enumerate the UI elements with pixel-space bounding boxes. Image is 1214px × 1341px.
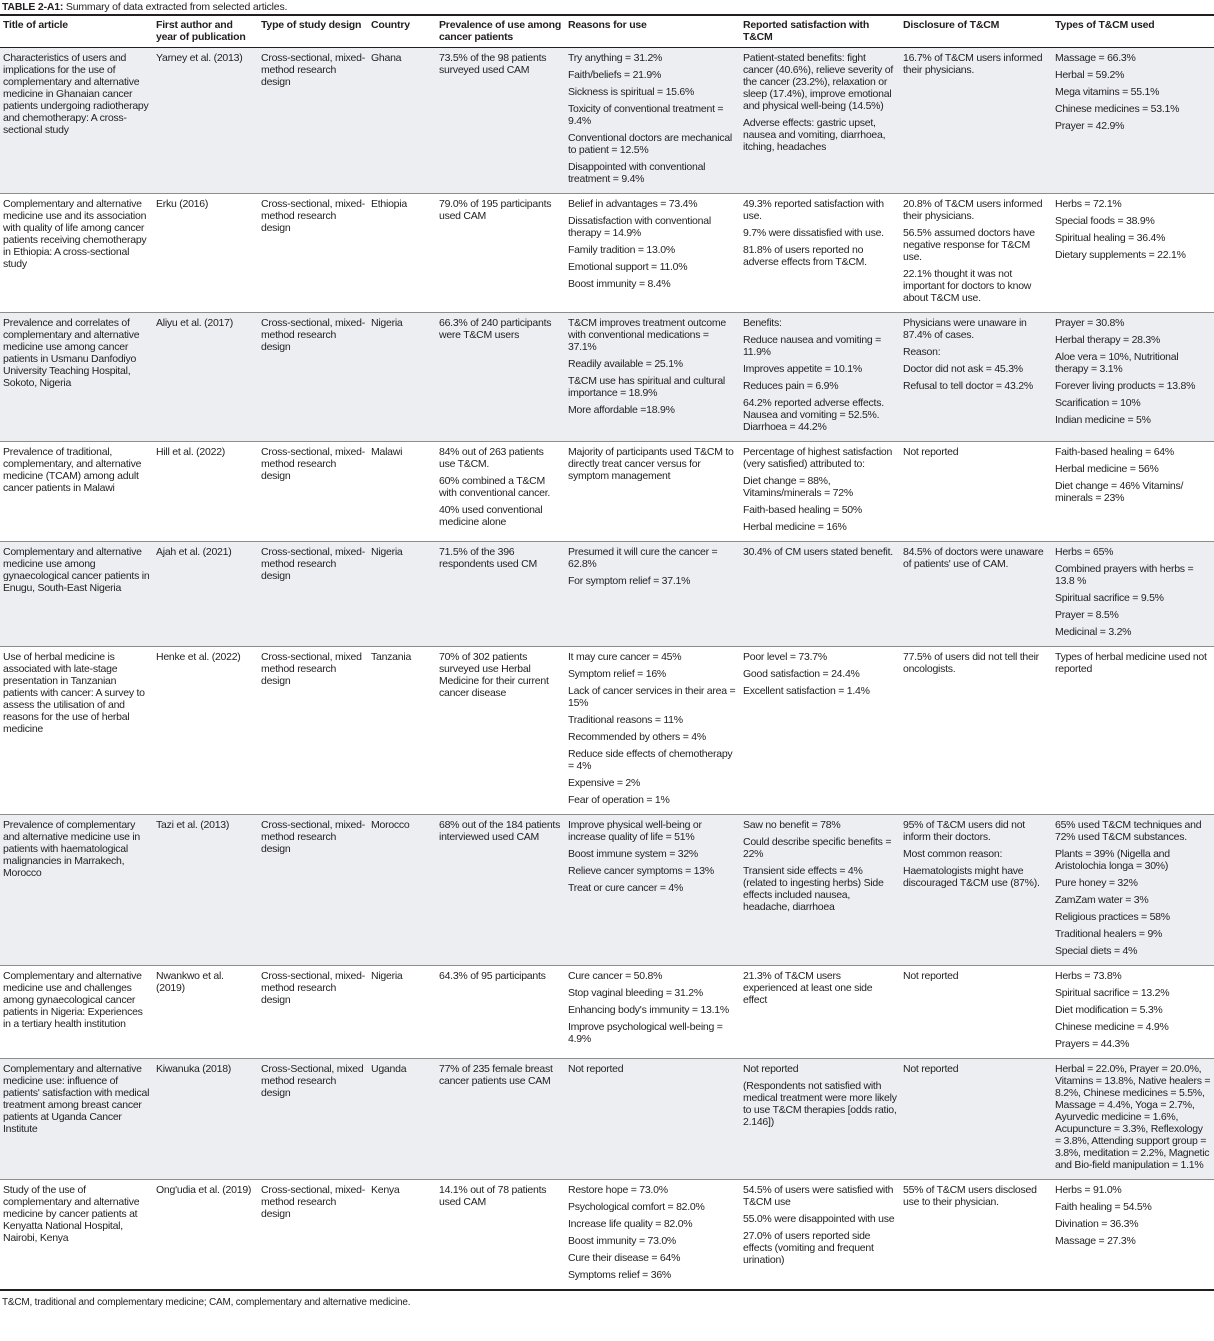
cell-text: (Respondents not satisfied with medical treatment were more likely to use T&CM therapies [odds ratio, 2.146]) [743, 1080, 897, 1128]
cell-disclosure [900, 1180, 1052, 1291]
table-title: Summary of data extracted from selected articles. [63, 1, 288, 13]
cell-text: Herbs = 72.1% [1055, 198, 1122, 210]
cell-text: Emotional support = 11.0% [568, 261, 688, 273]
cell-text: Majority of participants used T&CM to directly treat cancer versus for symptom management [568, 446, 734, 482]
cell-text: Nigeria [371, 317, 403, 329]
cell-text: 54.5% of users were satisfied with T&CM use [743, 1184, 894, 1208]
cell-text: Herbal medicine = 56% [1055, 463, 1159, 475]
cell-title [0, 966, 153, 1059]
cell-text: Diet change = 46% Vitamins/ minerals = 23% [1055, 480, 1184, 504]
cell-text: It may cure cancer = 45% [568, 651, 682, 663]
cell-text: Types of herbal medicine used not reported [1055, 651, 1207, 675]
cell-text: Spiritual sacrifice = 13.2% [1055, 987, 1170, 999]
cell-types [1052, 313, 1214, 442]
cell-text: Belief in advantages = 73.4% [568, 198, 698, 210]
cell-text: Herbal therapy = 28.3% [1055, 334, 1161, 346]
cell-text: Herbal = 59.2% [1055, 69, 1125, 81]
cell-text: Most common reason: [903, 848, 1003, 860]
cell-disclosure [900, 542, 1052, 647]
cell-text: Aliyu et al. (2017) [156, 317, 233, 329]
cell-text: Try anything = 31.2% [568, 52, 663, 64]
cell-text: Cross-sectional, mixed method research design [261, 651, 362, 687]
cell-reasons [565, 194, 740, 313]
cell-text: Reduce nausea and vomiting = 11.9% [743, 334, 882, 358]
cell-text: Patient-stated benefits: fight cancer (40.6%), relieve severity of the cancer (23.2%), relaxation or sleep (17.4%), improve emotional and physical well-being (14.5%) [743, 52, 893, 112]
cell-text: Symptoms relief = 36% [568, 1269, 672, 1281]
cell-text: Cure their disease = 64% [568, 1252, 681, 1264]
cell-text: 40% used conventional medicine alone [439, 504, 543, 528]
cell-text: Haematologists might have discouraged T&CM use (87%). [903, 865, 1040, 889]
cell-text: Scarification = 10% [1055, 397, 1141, 409]
cell-design [258, 815, 368, 966]
cell-title [0, 1059, 153, 1180]
cell-author [153, 313, 258, 442]
cell-text: Spiritual healing = 36.4% [1055, 232, 1166, 244]
cell-text: Fear of operation = 1% [568, 794, 670, 806]
cell-text: Divination = 36.3% [1055, 1218, 1139, 1230]
cell-text: 77% of 235 female breast cancer patients use CAM [439, 1063, 553, 1087]
cell-text: Toxicity of conventional treatment = 9.4% [568, 103, 724, 127]
cell-text: For symptom relief = 37.1% [568, 575, 691, 587]
cell-text: 16.7% of T&CM users informed their physicians. [903, 52, 1043, 76]
cell-text: Expensive = 2% [568, 777, 641, 789]
cell-text: Recommended by others = 4% [568, 731, 706, 743]
cell-text: Indian medicine = 5% [1055, 414, 1151, 426]
cell-title [0, 48, 153, 194]
cell-text: 55.0% were disappointed with use [743, 1213, 895, 1225]
column-header-prevalence: Prevalence of use among cancer patients [436, 15, 565, 48]
cell-satisfaction [740, 966, 900, 1059]
cell-text: Nigeria [371, 970, 403, 982]
cell-text: Readily available = 25.1% [568, 358, 683, 370]
cell-text: Poor level = 73.7% [743, 651, 827, 663]
cell-author [153, 442, 258, 542]
cell-text: Plants = 39% (Nigella and Aristolochia longa = 30%) [1055, 848, 1170, 872]
cell-text: Study of the use of complementary and alternative medicine by cancer patients at Kenyatta National Hospital, Nairobi, Kenya [3, 1184, 140, 1244]
cell-prevalence [436, 194, 565, 313]
cell-text: Cross-sectional, mixed-method research design [261, 446, 365, 482]
cell-reasons [565, 313, 740, 442]
cell-text: Traditional healers = 9% [1055, 928, 1163, 940]
cell-text: 55% of T&CM users disclosed use to their physician. [903, 1184, 1037, 1208]
cell-design [258, 542, 368, 647]
cell-text: Not reported [568, 1063, 624, 1075]
cell-satisfaction [740, 442, 900, 542]
cell-text: Boost immunity = 73.0% [568, 1235, 677, 1247]
cell-text: 49.3% reported satisfaction with use. [743, 198, 884, 222]
cell-text: 84% out of 263 patients use T&CM. [439, 446, 544, 470]
cell-text: Kiwanuka (2018) [156, 1063, 232, 1075]
cell-text: Complementary and alternative medicine use: influence of patients' satisfaction with medical treatment among breast cancer patients at Uganda Cancer Institute [3, 1063, 150, 1135]
cell-country [368, 1059, 436, 1180]
cell-disclosure [900, 48, 1052, 194]
cell-text: Reduce side effects of chemotherapy = 4% [568, 748, 733, 772]
cell-text: 70% of 302 patients surveyed use Herbal Medicine for their current cancer disease [439, 651, 549, 699]
cell-text: 79.0% of 195 participants used CAM [439, 198, 552, 222]
cell-text: 14.1% out of 78 patients used CAM [439, 1184, 547, 1208]
cell-country [368, 1180, 436, 1291]
cell-text: Medicinal = 3.2% [1055, 626, 1132, 638]
cell-satisfaction [740, 48, 900, 194]
cell-types [1052, 966, 1214, 1059]
cell-country [368, 442, 436, 542]
cell-text: Chinese medicine = 4.9% [1055, 1021, 1169, 1033]
table-row [0, 442, 1214, 542]
cell-text: Lack of cancer services in their area = 15% [568, 685, 736, 709]
cell-reasons [565, 48, 740, 194]
cell-text: Yarney et al. (2013) [156, 52, 243, 64]
table-row [0, 48, 1214, 194]
cell-design [258, 442, 368, 542]
cell-text: ZamZam water = 3% [1055, 894, 1149, 906]
cell-text: 95% of T&CM users did not inform their doctors. [903, 819, 1025, 843]
cell-author [153, 48, 258, 194]
cell-text: Good satisfaction = 24.4% [743, 668, 860, 680]
cell-prevalence [436, 966, 565, 1059]
cell-text: Sickness is spiritual = 15.6% [568, 86, 695, 98]
cell-text: Cross-Sectional, mixed method research design [261, 1063, 364, 1099]
cell-text: 66.3% of 240 participants were T&CM users [439, 317, 552, 341]
cell-text: 65% used T&CM techniques and 72% used T&CM substances. [1055, 819, 1202, 843]
cell-text: Psychological comfort = 82.0% [568, 1201, 705, 1213]
column-header-reasons: Reasons for use [565, 15, 740, 48]
cell-text: Not reported [903, 970, 959, 982]
cell-author [153, 1059, 258, 1180]
cell-text: Special diets = 4% [1055, 945, 1138, 957]
cell-text: Benefits: [743, 317, 782, 329]
cell-country [368, 542, 436, 647]
cell-title [0, 194, 153, 313]
cell-prevalence [436, 442, 565, 542]
cell-text: Herbs = 65% [1055, 546, 1114, 558]
cell-text: Cross-sectional, mixed-method research design [261, 1184, 365, 1220]
summary-table [0, 14, 1214, 1291]
cell-title [0, 313, 153, 442]
cell-text: Doctor did not ask = 45.3% [903, 363, 1023, 375]
cell-types [1052, 442, 1214, 542]
cell-text: 60% combined a T&CM with conventional cancer. [439, 475, 551, 499]
cell-text: Spiritual sacrifice = 9.5% [1055, 592, 1164, 604]
cell-text: Characteristics of users and implications for the use of complementary and alternative medicine in Ghanaian cancer patients undergoing radiotherapy and chemotherapy: A cross-sectional study [3, 52, 149, 136]
cell-text: Presumed it will cure the cancer = 62.8% [568, 546, 718, 570]
cell-disclosure [900, 966, 1052, 1059]
cell-reasons [565, 1059, 740, 1180]
cell-satisfaction [740, 542, 900, 647]
cell-text: Prayer = 8.5% [1055, 609, 1119, 621]
cell-text: Enhancing body's immunity = 13.1% [568, 1004, 729, 1016]
cell-text: 21.3% of T&CM users experienced at least one side effect [743, 970, 873, 1006]
cell-text: Traditional reasons = 11% [568, 714, 683, 726]
cell-text: Erku (2016) [156, 198, 209, 210]
cell-text: Kenya [371, 1184, 400, 1196]
cell-types [1052, 815, 1214, 966]
cell-text: Uganda [371, 1063, 407, 1075]
cell-country [368, 966, 436, 1059]
cell-text: Combined prayers with herbs = 13.8 % [1055, 563, 1194, 587]
cell-text: Boost immunity = 8.4% [568, 278, 671, 290]
cell-text: Relieve cancer symptoms = 13% [568, 865, 714, 877]
column-header-types: Types of T&CM used [1052, 15, 1214, 48]
cell-text: 64.3% of 95 participants [439, 970, 546, 982]
column-header-design: Type of study design [258, 15, 368, 48]
cell-text: Ajah et al. (2021) [156, 546, 232, 558]
cell-text: Dietary supplements = 22.1% [1055, 249, 1186, 261]
cell-disclosure [900, 313, 1052, 442]
cell-text: Diet change = 88%, Vitamins/minerals = 72% [743, 475, 853, 499]
table-row [0, 542, 1214, 647]
cell-prevalence [436, 48, 565, 194]
cell-text: More affordable =18.9% [568, 404, 675, 416]
cell-text: 77.5% of users did not tell their oncologists. [903, 651, 1039, 675]
cell-text: Cure cancer = 50.8% [568, 970, 663, 982]
cell-text: Complementary and alternative medicine use and challenges among gynaecological cancer patients in Nigeria: Experiences in a tertiary health institution [3, 970, 143, 1030]
cell-text: Increase life quality = 82.0% [568, 1218, 693, 1230]
cell-prevalence [436, 1059, 565, 1180]
cell-text: Herbal medicine = 16% [743, 521, 847, 533]
cell-author [153, 966, 258, 1059]
cell-text: Improves appetite = 10.1% [743, 363, 862, 375]
cell-types [1052, 542, 1214, 647]
cell-text: Ghana [371, 52, 402, 64]
cell-country [368, 48, 436, 194]
cell-title [0, 542, 153, 647]
cell-text: 81.8% of users reported no adverse effects from T&CM. [743, 244, 867, 268]
table-row [0, 313, 1214, 442]
cell-text: Hill et al. (2022) [156, 446, 226, 458]
column-header-satisfaction: Reported satisfaction with T&CM [740, 15, 900, 48]
cell-satisfaction [740, 313, 900, 442]
table-row [0, 815, 1214, 966]
cell-reasons [565, 815, 740, 966]
cell-text: T&CM improves treatment outcome with conventional medications = 37.1% [568, 317, 726, 353]
cell-title [0, 647, 153, 815]
cell-disclosure [900, 815, 1052, 966]
cell-text: Faith-based healing = 64% [1055, 446, 1174, 458]
cell-text: Dissatisfaction with conventional therapy = 14.9% [568, 215, 711, 239]
cell-text: Not reported [903, 446, 959, 458]
cell-country [368, 313, 436, 442]
cell-text: 84.5% of doctors were unaware of patients' use of CAM. [903, 546, 1044, 570]
cell-text: Transient side effects = 4% (related to ingesting herbs) Side effects included nausea, headache, diarrhoea [743, 865, 884, 913]
cell-text: Reduces pain = 6.9% [743, 380, 839, 392]
cell-text: Saw no benefit = 78% [743, 819, 841, 831]
cell-text: Complementary and alternative medicine use and its association with quality of life among cancer patients receiving chemotherapy in Ethiopia: A cross-sectional study [3, 198, 147, 270]
cell-text: Herbal = 22.0%, Prayer = 20.0%, Vitamins = 13.8%, Native healers = 8.2%, Chinese medicines = 5.5%, Massage = 4.4%, Yoga = 2.7%, Ayurvedic medicine = 1.6%, Acupuncture = 3.3%, Reflexology = 3.8%, Attending support group = 3.8%, meditation = 2.2%, Magnetic and Bio-field manipulation = 1.1% [1055, 1063, 1211, 1171]
cell-text: Special foods = 38.9% [1055, 215, 1155, 227]
cell-types [1052, 48, 1214, 194]
cell-types [1052, 647, 1214, 815]
cell-text: Herbs = 73.8% [1055, 970, 1122, 982]
cell-text: Faith healing = 54.5% [1055, 1201, 1152, 1213]
cell-satisfaction [740, 815, 900, 966]
cell-text: Treat or cure cancer = 4% [568, 882, 684, 894]
cell-author [153, 815, 258, 966]
cell-country [368, 647, 436, 815]
table-row [0, 966, 1214, 1059]
cell-text: Diet modification = 5.3% [1055, 1004, 1163, 1016]
cell-text: Improve physical well-being or increase quality of life = 51% [568, 819, 702, 843]
cell-satisfaction [740, 1059, 900, 1180]
cell-author [153, 1180, 258, 1291]
table-row [0, 194, 1214, 313]
cell-text: Tanzania [371, 651, 412, 663]
table-body [0, 48, 1214, 1291]
cell-text: Cross-sectional, mixed-method research design [261, 198, 365, 234]
cell-country [368, 815, 436, 966]
cell-text: Massage = 27.3% [1055, 1235, 1136, 1247]
cell-design [258, 1180, 368, 1291]
cell-text: Forever living products = 13.8% [1055, 380, 1196, 392]
cell-title [0, 1180, 153, 1291]
cell-text: Stop vaginal bleeding = 31.2% [568, 987, 703, 999]
cell-country [368, 194, 436, 313]
cell-text: Not reported [903, 1063, 959, 1075]
cell-text: Symptom relief = 16% [568, 668, 667, 680]
cell-text: Refusal to tell doctor = 43.2% [903, 380, 1033, 392]
cell-text: Prayer = 30.8% [1055, 317, 1125, 329]
cell-text: Excellent satisfaction = 1.4% [743, 685, 870, 697]
cell-prevalence [436, 1180, 565, 1291]
cell-design [258, 1059, 368, 1180]
cell-satisfaction [740, 1180, 900, 1291]
cell-text: 9.7% were dissatisfied with use. [743, 227, 884, 239]
cell-reasons [565, 647, 740, 815]
cell-text: Percentage of highest satisfaction (very satisfied) attributed to: [743, 446, 893, 470]
cell-text: Nigeria [371, 546, 403, 558]
cell-disclosure [900, 647, 1052, 815]
cell-text: Aloe vera = 10%, Nutritional therapy = 3.1% [1055, 351, 1179, 375]
cell-text: Improve psychological well-being = 4.9% [568, 1021, 723, 1045]
cell-types [1052, 1180, 1214, 1291]
table-header-row [0, 15, 1214, 48]
cell-disclosure [900, 1059, 1052, 1180]
table-footnote: T&CM, traditional and complementary medicine; CAM, complementary and alternative medicine. [2, 1297, 411, 1308]
column-header-title: Title of article [0, 15, 153, 48]
cell-text: 30.4% of CM users stated benefit. [743, 546, 893, 558]
cell-text: Malawi [371, 446, 403, 458]
cell-text: Henke et al. (2022) [156, 651, 241, 663]
cell-prevalence [436, 647, 565, 815]
cell-text: Use of herbal medicine is associated with late-stage presentation in Tanzanian patients with cancer: A survey to assess the utilisation of and reasons for the use of herbal medicine [3, 651, 145, 735]
cell-prevalence [436, 815, 565, 966]
cell-design [258, 313, 368, 442]
cell-text: 27.0% of users reported side effects (vomiting and frequent urination) [743, 1230, 874, 1266]
cell-disclosure [900, 442, 1052, 542]
table-row [0, 1180, 1214, 1291]
cell-design [258, 647, 368, 815]
cell-text: Prayers = 44.3% [1055, 1038, 1130, 1050]
cell-text: Boost immune system = 32% [568, 848, 699, 860]
cell-text: Mega vitamins = 55.1% [1055, 86, 1160, 98]
cell-text: Massage = 66.3% [1055, 52, 1136, 64]
cell-text: 71.5% of the 396 respondents used CM [439, 546, 537, 570]
cell-text: Prayer = 42.9% [1055, 120, 1125, 132]
cell-types [1052, 194, 1214, 313]
cell-text: Chinese medicines = 53.1% [1055, 103, 1180, 115]
cell-text: Cross-sectional, mixed-method research design [261, 52, 365, 88]
column-header-country: Country [368, 15, 436, 48]
cell-text: Faith-based healing = 50% [743, 504, 862, 516]
cell-text: Prevalence of traditional, complementary, and alternative medicine (TCAM) among adult cancer patients in Malawi [3, 446, 142, 494]
cell-satisfaction [740, 194, 900, 313]
cell-text: Family tradition = 13.0% [568, 244, 675, 256]
cell-text: T&CM use has spiritual and cultural importance = 18.9% [568, 375, 725, 399]
cell-text: Pure honey = 32% [1055, 877, 1138, 889]
cell-satisfaction [740, 647, 900, 815]
cell-text: Tazi et al. (2013) [156, 819, 230, 831]
cell-author [153, 194, 258, 313]
cell-disclosure [900, 194, 1052, 313]
cell-text: Not reported [743, 1063, 799, 1075]
cell-text: 56.5% assumed doctors have negative response for T&CM use. [903, 227, 1035, 263]
cell-text: Ong'udia et al. (2019) [156, 1184, 252, 1196]
cell-title [0, 815, 153, 966]
cell-title [0, 442, 153, 542]
cell-text: Restore hope = 73.0% [568, 1184, 668, 1196]
cell-text: Complementary and alternative medicine use among gynaecological cancer patients in Enugu, South-East Nigeria [3, 546, 150, 594]
cell-text: 20.8% of T&CM users informed their physicians. [903, 198, 1043, 222]
cell-text: Reason: [903, 346, 941, 358]
cell-reasons [565, 442, 740, 542]
table-label: TABLE 2-A1: [2, 1, 64, 13]
column-header-author: First author and year of publication [153, 15, 258, 48]
cell-text: 64.2% reported adverse effects. Nausea and vomiting = 52.5%. Diarrhoea = 44.2% [743, 397, 884, 433]
cell-design [258, 48, 368, 194]
cell-text: Could describe specific benefits = 22% [743, 836, 892, 860]
cell-text: 68% out of the 184 patients interviewed used CAM [439, 819, 561, 843]
cell-design [258, 194, 368, 313]
cell-reasons [565, 542, 740, 647]
cell-text: 73.5% of the 98 patients surveyed used CAM [439, 52, 547, 76]
cell-author [153, 647, 258, 815]
table-caption [0, 0, 1214, 14]
column-header-disclosure: Disclosure of T&CM [900, 15, 1052, 48]
cell-types [1052, 1059, 1214, 1180]
cell-text: Religious practices = 58% [1055, 911, 1170, 923]
cell-author [153, 542, 258, 647]
cell-text: Cross-sectional, mixed-method research design [261, 546, 365, 582]
cell-reasons [565, 1180, 740, 1291]
cell-text: Cross-sectional, mixed-method research design [261, 819, 365, 855]
cell-text: Prevalence and correlates of complementary and alternative medicine use among cancer patients in Usmanu Danfodiyo University Teaching Hospital, Sokoto, Nigeria [3, 317, 140, 389]
cell-text: Herbs = 91.0% [1055, 1184, 1122, 1196]
cell-prevalence [436, 313, 565, 442]
cell-text: Disappointed with conventional treatment = 9.4% [568, 161, 706, 185]
table-row [0, 1059, 1214, 1180]
cell-text: Prevalence of complementary and alternative medicine use in patients with haematological malignancies in Marrakech, Morocco [3, 819, 141, 879]
cell-reasons [565, 966, 740, 1059]
cell-text: Nwankwo et al. (2019) [156, 970, 224, 994]
cell-prevalence [436, 542, 565, 647]
cell-text: Cross-sectional, mixed-method research design [261, 317, 365, 353]
cell-text: Cross-sectional, mixed-method research design [261, 970, 365, 1006]
table-row [0, 647, 1214, 815]
cell-text: Adverse effects: gastric upset, nausea and vomiting, diarrhoea, itching, headaches [743, 117, 886, 153]
cell-text: Ethiopia [371, 198, 407, 210]
cell-design [258, 966, 368, 1059]
cell-text: 22.1% thought it was not important for doctors to know about T&CM use. [903, 268, 1032, 304]
cell-text: Faith/beliefs = 21.9% [568, 69, 662, 81]
cell-text: Conventional doctors are mechanical to patient = 12.5% [568, 132, 733, 156]
cell-text: Morocco [371, 819, 410, 831]
cell-text: Physicians were unaware in 87.4% of cases. [903, 317, 1027, 341]
